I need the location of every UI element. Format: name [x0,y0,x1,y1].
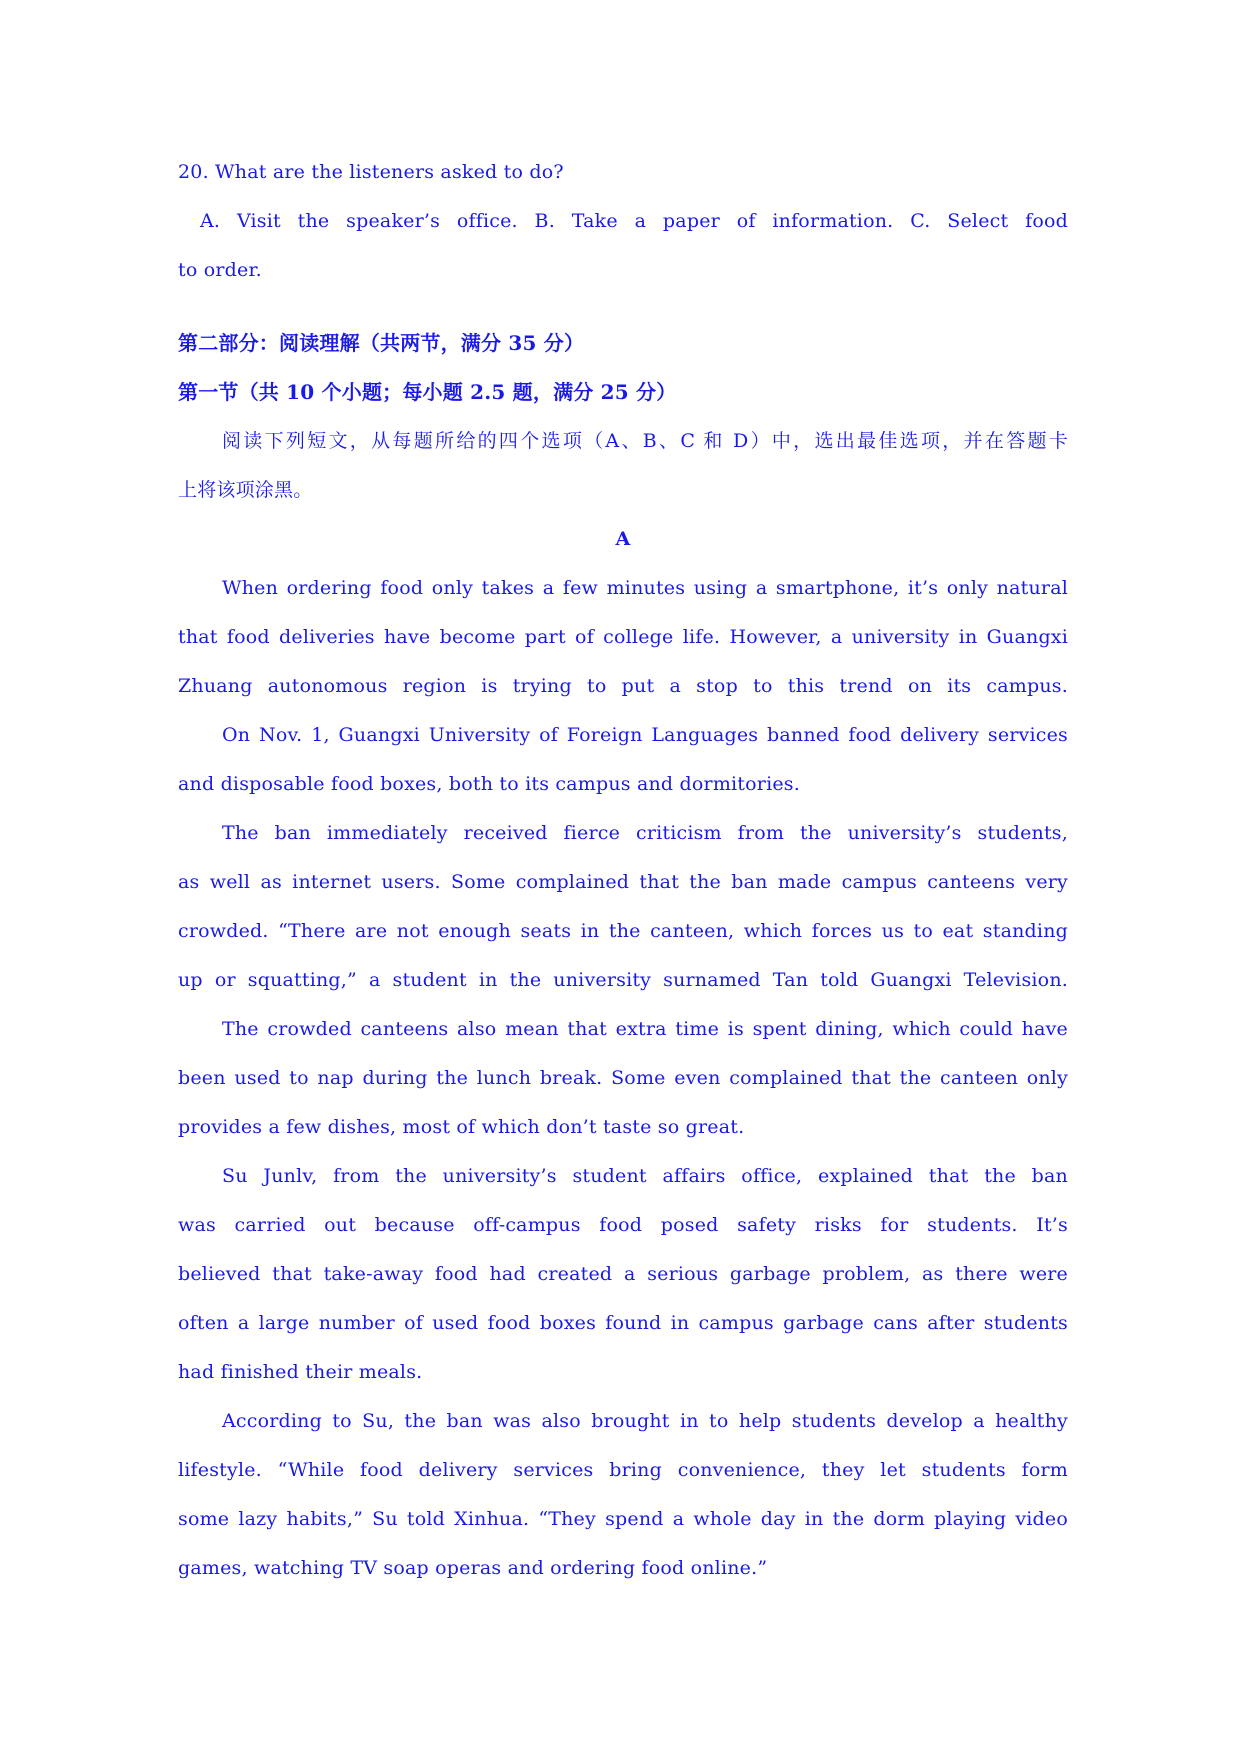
passage-line: that food deliveries have become part of college life. However, a university in Guangxi [178,626,1068,648]
instructions-line-2: 上将该项涂黑。 [178,479,313,501]
passage-line: games, watching TV soap operas and ordering food online.” [178,1557,768,1579]
passage-line: The ban immediately received fierce criticism from the university’s students, [222,822,1068,844]
question-20-options: A. Visit the speaker’s office. B. Take a paper of information. C. Select food [200,210,1068,232]
passage-line: On Nov. 1, Guangxi University of Foreign Languages banned food delivery services [222,724,1068,746]
spacer [178,295,1068,319]
passage-line: Su Junlv, from the university’s student affairs office, explained that the ban [222,1165,1068,1187]
passage-line: and disposable food boxes, both to its campus and dormitories. [178,773,800,795]
passage-line: was carried out because off-campus food posed safety risks for students. It’s [178,1214,1068,1236]
instructions-line-1: 阅读下列短文，从每题所给的四个选项（A、B、C 和 D）中，选出最佳选项，并在答题卡 [222,430,1068,452]
page-content [178,148,1068,1593]
passage-line: been used to nap during the lunch break. Some even complained that the canteen only [178,1067,1068,1089]
passage-line: provides a few dishes, most of which don’t taste so great. [178,1116,745,1138]
question-20-stem: 20. What are the listeners asked to do? [178,161,564,183]
passage-line: believed that take-away food had created a serious garbage problem, as there were [178,1263,1068,1285]
passage-line: The crowded canteens also mean that extra time is spent dining, which could have [222,1018,1068,1040]
passage-label: A [615,528,631,550]
part-2-title: 第二部分：阅读理解（共两节，满分 35 分） [178,331,585,355]
passage-line: lifestyle. “While food delivery services bring convenience, they let students form [178,1459,1068,1481]
passage-line: had finished their meals. [178,1361,423,1383]
passage-line: some lazy habits,” Su told Xinhua. “They spend a whole day in the dorm playing video [178,1508,1068,1530]
passage-line: When ordering food only takes a few minutes using a smartphone, it’s only natural [222,577,1068,599]
passage-line: often a large number of used food boxes found in campus garbage cans after students [178,1312,1068,1334]
question-20-options-continued: to order. [178,259,262,281]
section-1-title: 第一节（共 10 个小题；每小题 2.5 题，满分 25 分） [178,380,677,404]
passage-line: Zhuang autonomous region is trying to put a stop to this trend on its campus. [178,675,1068,697]
passage-line: up or squatting,” a student in the university surnamed Tan told Guangxi Television. [178,969,1068,991]
passage-line: as well as internet users. Some complained that the ban made campus canteens very [178,871,1068,893]
passage-line: crowded. “There are not enough seats in the canteen, which forces us to eat standing [178,920,1068,942]
passage-line: According to Su, the ban was also brought in to help students develop a healthy [222,1410,1068,1432]
